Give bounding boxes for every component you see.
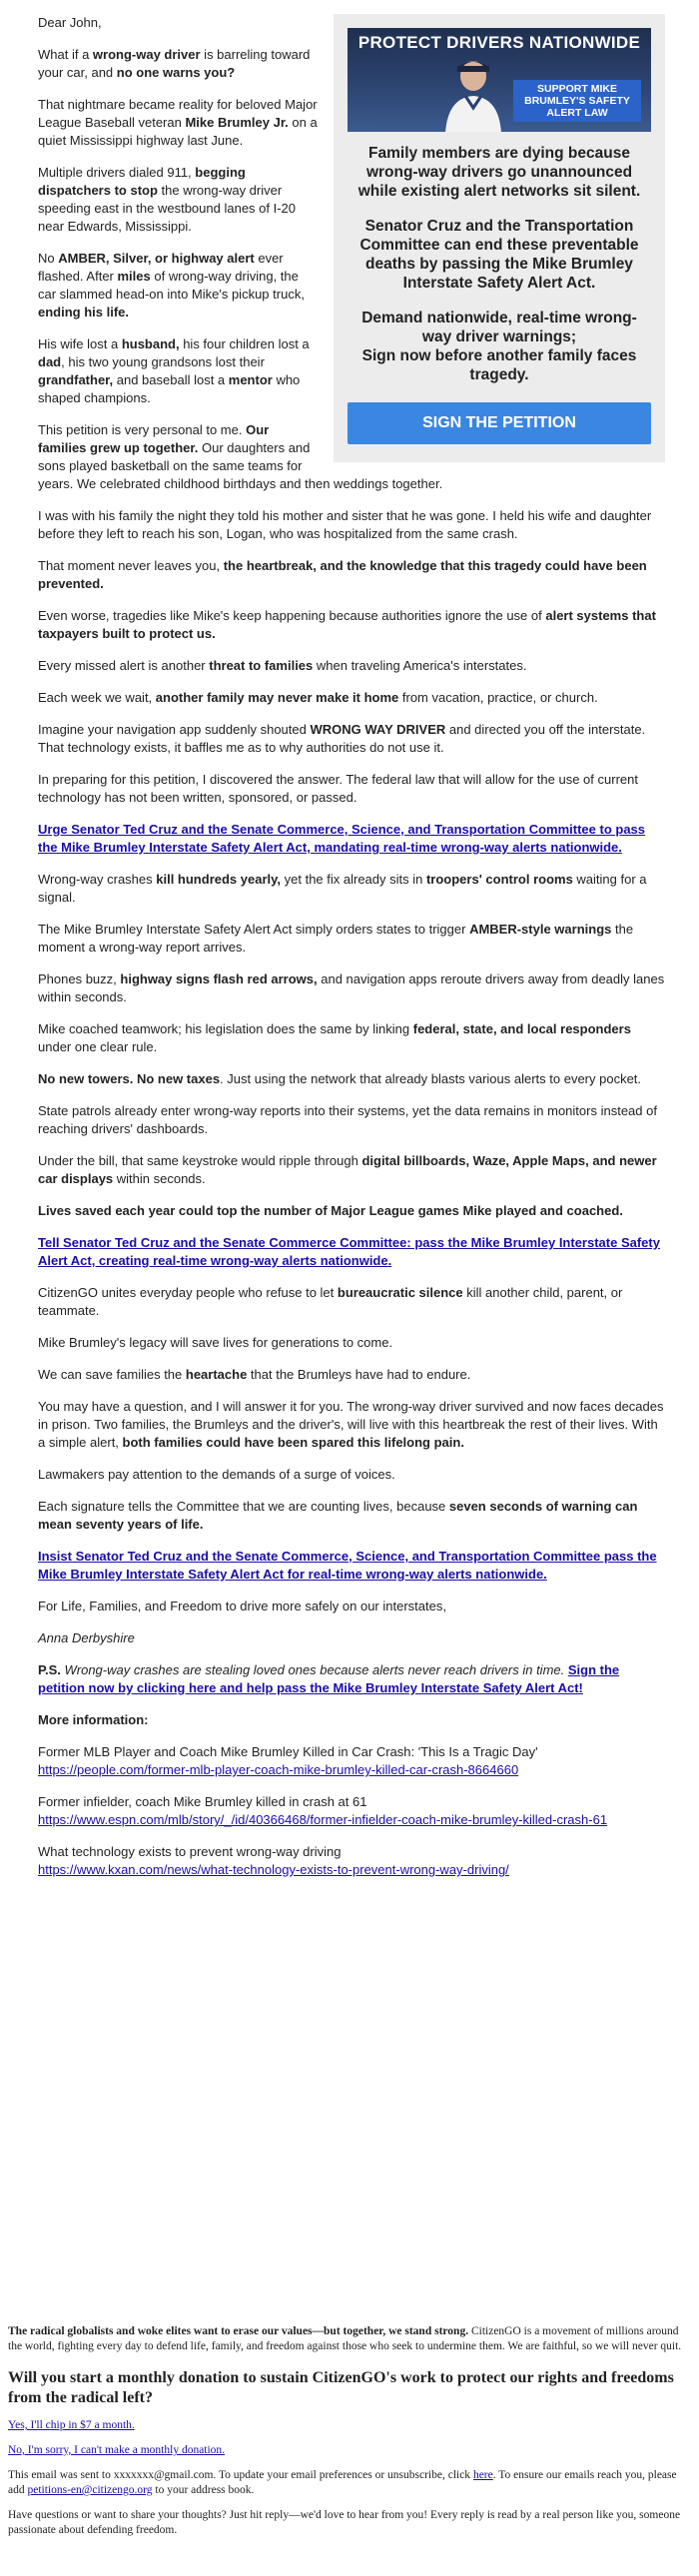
paragraph: The Mike Brumley Interstate Safety Alert Act simply orders states to trigger AMBER-style warnings the moment a wrong-way report arrives. [38, 922, 634, 955]
donate-yes-link[interactable]: Yes, I'll chip in $7 a month. [8, 2419, 135, 2431]
donation-yes-paragraph [8, 2418, 691, 2433]
paragraph: That nightmare became reality for beloved Major League Baseball veteran Mike Brumley Jr. on a quiet Mississippi highway last June. [38, 97, 318, 148]
postscript: P.S. Wrong-way crashes are stealing loved ones because alerts never reach drivers in time. Sign the petition now by clicking here and help pass the Mike Brumley Interstate Safety Alert Act! [38, 1662, 620, 1695]
donation-heading: Will you start a monthly donation to sustain CitizenGO's work to protect our rights and freedoms from the radical left? [8, 2369, 674, 2406]
paragraph: Each signature tells the Committee that we are counting lives, because seven seconds of warning can mean seventy years of life. [38, 1499, 638, 1532]
coach-portrait-image [443, 56, 503, 132]
paragraph: Lives saved each year could top the number of Major League games Mike played and coached. [38, 1203, 623, 1218]
source-item: What technology exists to prevent wrong-way driving https://www.kxan.com/news/what-technology-exists-to-prevent-wrong-way-driving/ [38, 1844, 509, 1877]
more-info-heading: More information: [38, 1712, 149, 1727]
donation-no-paragraph [8, 2443, 691, 2458]
banner-title: PROTECT DRIVERS NATIONWIDE [357, 33, 641, 52]
petition-link-2[interactable]: Tell Senator Ted Cruz and the Senate Commerce Committee: pass the Mike Brumley Interstate Safety Alert Act, creating real-time wrong-way alerts nationwide. [38, 1235, 660, 1268]
source-link[interactable]: https://www.espn.com/mlb/story/_/id/40366468/former-infielder-coach-mike-brumley-killed-crash-61 [38, 1812, 608, 1827]
paragraph: Under the bill, that same keystroke would ripple through digital billboards, Waze, Apple Maps, and newer car displays within seconds. [38, 1153, 657, 1186]
paragraph: Mike coached teamwork; his legislation does the same by linking federal, state, and local responders under one clear rule. [38, 1021, 631, 1054]
email-footer [8, 2324, 691, 2548]
ps-petition-link[interactable]: Sign the petition now by clicking here and help pass the Mike Brumley Interstate Safety Alert Act! [38, 1662, 620, 1695]
source-link[interactable]: https://people.com/former-mlb-player-coach-mike-brumley-killed-car-crash-8664660 [38, 1762, 519, 1777]
sign-petition-button[interactable]: SIGN THE PETITION [348, 402, 651, 444]
petition-link-paragraph [38, 1548, 665, 1584]
paragraph: Every missed alert is another threat to families when traveling America's interstates. [38, 658, 527, 673]
paragraph: Each week we wait, another family may never make it home from vacation, practice, or church. [38, 690, 598, 705]
promo-headline-1: Family members are dying because wrong-way drivers go unannounced while existing alert networks sit silent. [357, 145, 641, 200]
about-citizengo: The radical globalists and woke elites want to erase our values—but together, we stand strong. CitizenGO is a movement of millions around the world, fighting every day to defend life, family, and freedom against those who seek to undermine them. We are faithful, so we will never quit. [8, 2325, 682, 2352]
paragraph: What if a wrong-way driver is barreling toward your car, and no one warns you? [38, 47, 311, 80]
paragraph: State patrols already enter wrong-way reports into their systems, yet the data remains in monitors instead of reaching drivers' dashboards. [38, 1103, 657, 1136]
promo-headline-2: Senator Cruz and the Transportation Committee can end these preventable deaths by passing the Mike Brumley Interstate Safety Alert Act. [359, 218, 639, 292]
paragraph: We can save families the heartache that the Brumleys have had to endure. [38, 1367, 471, 1382]
signature: Anna Derbyshire [38, 1630, 135, 1645]
campaign-banner-image [348, 28, 651, 132]
petition-link-3[interactable]: Insist Senator Ted Cruz and the Senate Commerce, Science, and Transportation Committee pass the Mike Brumley Interstate Safety Alert Act for real-time wrong-way alerts nationwide. [38, 1549, 657, 1582]
petition-promo-box [334, 14, 665, 462]
promo-headline-3a: Demand nationwide, real-time wrong-way driver warnings; [361, 310, 637, 345]
promo-headline-3 [348, 309, 651, 384]
paragraph: Even worse, tragedies like Mike's keep happening because authorities ignore the use of alert systems that taxpayers built to protect us. [38, 608, 656, 641]
source-item: Former infielder, coach Mike Brumley killed in crash at 61 https://www.espn.com/mlb/story/_/id/40366468/former-infielder-coach-mike-brumley-killed-crash-61 [38, 1794, 608, 1827]
petition-link-1[interactable]: Urge Senator Ted Cruz and the Senate Commerce, Science, and Transportation Committee to pass the Mike Brumley Interstate Safety Alert Act, mandating real-time wrong-way alerts nationwide. [38, 822, 646, 855]
petition-link-paragraph [38, 821, 665, 857]
source-link[interactable]: https://www.kxan.com/news/what-technology-exists-to-prevent-wrong-way-driving/ [38, 1862, 509, 1877]
contact-email-link[interactable]: petitions-en@citizengo.org [27, 2484, 153, 2496]
paragraph: You may have a question, and I will answer it for you. The wrong-way driver survived and now faces decades in prison. Two families, the Brumleys and the driver's, will live with this heartbreak the rest of their lives. With a simple alert, both families could have been spared this lifelong pain. [38, 1399, 664, 1450]
paragraph: This petition is very personal to me. Our families grew up together. Our daughters and sons played basketball on the same teams for years. We celebrated childhood birthdays and then weddings together. [38, 422, 443, 491]
unsubscribe-link[interactable]: here [472, 2469, 493, 2481]
donate-no-link[interactable]: No, I'm sorry, I can't make a monthly donation. [8, 2444, 226, 2456]
source-item: Former MLB Player and Coach Mike Brumley Killed in Car Crash: 'This Is a Tragic Day' https://people.com/former-mlb-player-coach-mike-brumley-killed-car-crash-8664660 [38, 1744, 538, 1777]
promo-headline-3b: Sign now before another family faces tragedy. [361, 347, 637, 383]
petition-link-paragraph [38, 1234, 665, 1270]
closing: For Life, Families, and Freedom to drive more safely on our interstates, [38, 1599, 446, 1613]
email-preferences-note: This email was sent to xxxxxxx@gmail.com. To update your email preferences or unsubscribe, click here. To ensure our emails reach you, please add petitions-en@citizengo.org to your address book. [8, 2469, 677, 2496]
email-body [38, 14, 665, 1893]
paragraph: Imagine your navigation app suddenly shouted WRONG WAY DRIVER and directed you off the interstate. That technology exists, it baffles me as to why authorities do not use it. [38, 722, 646, 755]
paragraph: Mike Brumley's legacy will save lives for generations to come. [38, 1335, 393, 1350]
reply-note: Have questions or want to share your thoughts? Just hit reply—we'd love to hear from you! Every reply is read by a real person like you, someone passionate about defending freedom. [8, 2509, 681, 2536]
paragraph: I was with his family the night they told his mother and sister that he was gone. I held his wife and daughter before they left to reach his son, Logan, who was hospitalized from the same crash. [38, 508, 652, 541]
paragraph: His wife lost a husband, his four children lost a dad, his two young grandsons lost their grandfather, and baseball lost a mentor who shaped champions. [38, 336, 310, 405]
banner-subtitle: SUPPORT MIKE BRUMLEY'S SAFETY ALERT LAW [513, 80, 641, 122]
paragraph: Phones buzz, highway signs flash red arrows, and navigation apps reroute drivers away from deadly lanes within seconds. [38, 971, 665, 1004]
greeting: Dear John, [38, 15, 102, 30]
paragraph: Multiple drivers dialed 911, begging dispatchers to stop the wrong-way driver speeding east in the westbound lanes of I-20 near Edwards, Mississippi. [38, 165, 297, 234]
paragraph: CitizenGO unites everyday people who refuse to let bureaucratic silence kill another child, parent, or teammate. [38, 1285, 623, 1318]
paragraph: No AMBER, Silver, or highway alert ever flashed. After miles of wrong-way driving, the car slammed head-on into Mike's pickup truck, ending his life. [38, 251, 305, 320]
paragraph: That moment never leaves you, the heartbreak, and the knowledge that this tragedy could have been prevented. [38, 558, 647, 591]
paragraph: In preparing for this petition, I discovered the answer. The federal law that will allow for the use of current technology has not been written, sponsored, or passed. [38, 772, 638, 805]
paragraph: No new towers. No new taxes. Just using the network that already blasts various alerts to every pocket. [38, 1071, 642, 1086]
paragraph: Wrong-way crashes kill hundreds yearly, yet the fix already sits in troopers' control rooms waiting for a signal. [38, 872, 647, 905]
paragraph: Lawmakers pay attention to the demands of a surge of voices. [38, 1467, 395, 1482]
